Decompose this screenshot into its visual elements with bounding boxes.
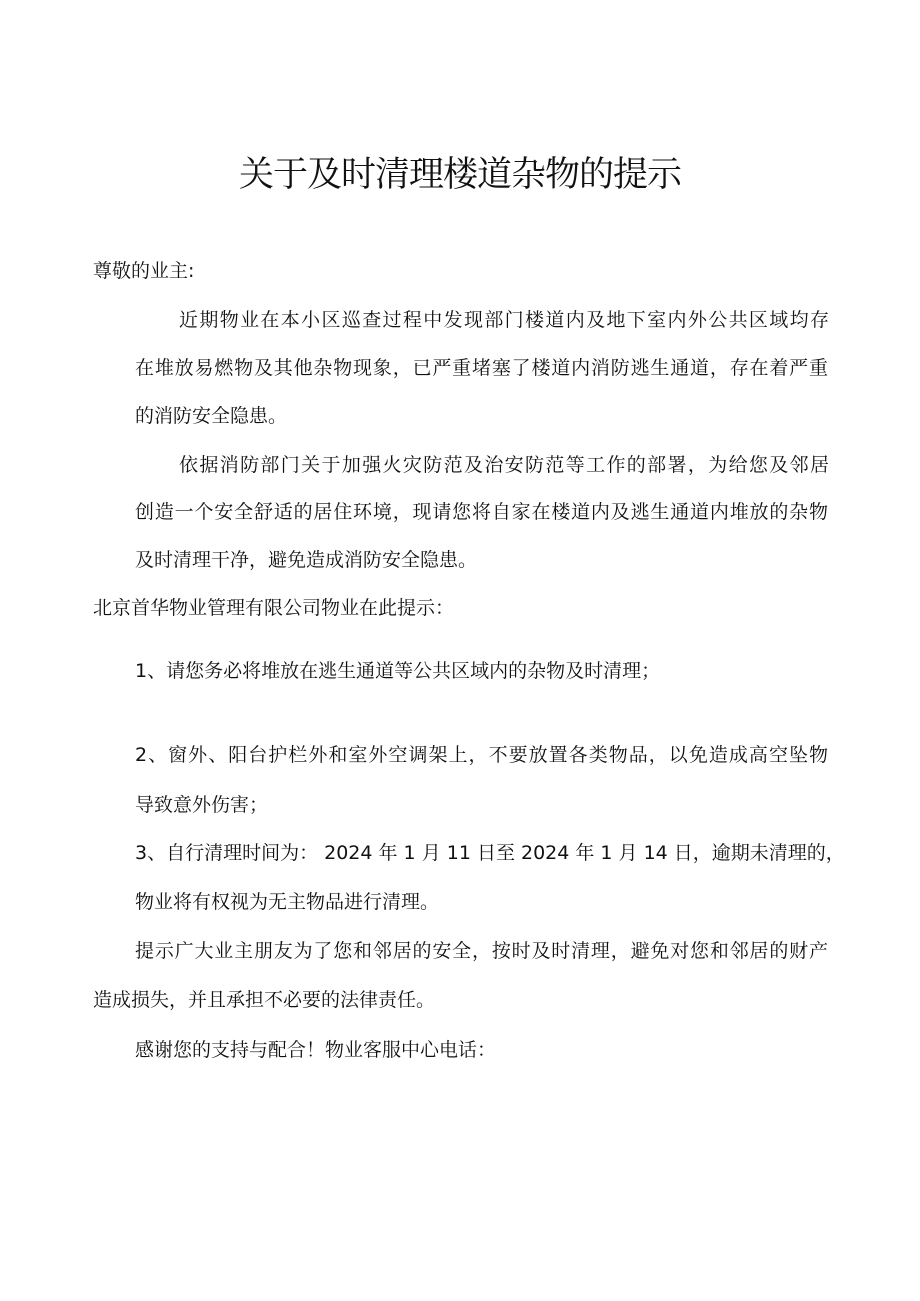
reminder-line2: 造成损失，并且承担不必要的法律责任。 — [93, 989, 436, 1011]
list-item-2-line2: 导致意外伤害； — [135, 794, 269, 816]
paragraph2-line3: 及时清理干净，避免造成消防安全隐患。 — [135, 549, 478, 571]
list-item-2-line1: 2、窗外、阳台护栏外和室外空调架上，不要放置各类物品，以免造成高空坠物 — [135, 744, 828, 766]
list-item-1: 1、请您务必将堆放在逃生通道等公共区域内的杂物及时清理； — [135, 660, 661, 682]
paragraph1-line1: 近期物业在本小区巡查过程中发现部门楼道内及地下室内外公共区域均存 — [179, 309, 829, 331]
document-title: 关于及时清理楼道杂物的提示 — [238, 155, 681, 195]
list-item-3-line1: 3、自行清理时间为： 2024 年 1 月 11 日至 2024 年 1 月 14 日，逾期未清理的， — [135, 842, 845, 864]
paragraph2-line1: 依据消防部门关于加强火灾防范及治安防范等工作的部署，为给您及邻居 — [179, 454, 829, 476]
paragraph2-line2: 创造一个安全舒适的居住环境，现请您将自家在楼道内及逃生通道内堆放的杂物 — [135, 501, 828, 523]
company-notice: 北京首华物业管理有限公司物业在此提示： — [93, 597, 455, 619]
closing-line: 感谢您的支持与配合！物业客服中心电话： — [135, 1039, 497, 1061]
reminder-line1: 提示广大业主朋友为了您和邻居的安全，按时及时清理，避免对您和邻居的财产 — [135, 940, 828, 962]
paragraph1-line3: 的消防安全隐患。 — [135, 405, 288, 427]
salutation: 尊敬的业主: — [93, 260, 195, 282]
paragraph1-line2: 在堆放易燃物及其他杂物现象，已严重堵塞了楼道内消防逃生通道，存在着严重 — [135, 357, 828, 379]
list-item-3-line2: 物业将有权视为无主物品进行清理。 — [135, 891, 440, 913]
